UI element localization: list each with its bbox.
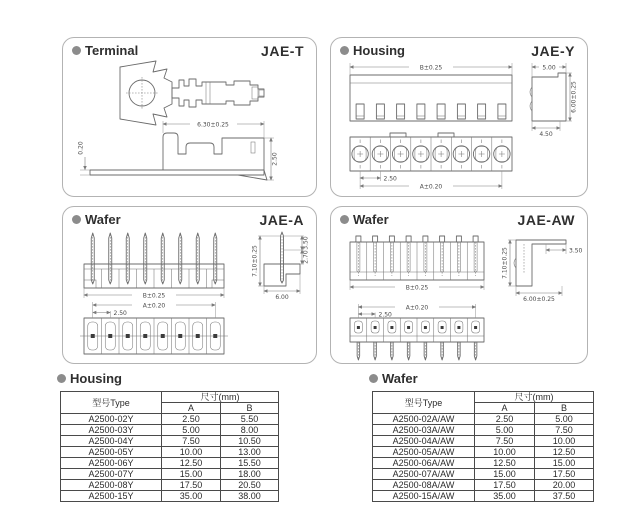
wafer-a-bottom-view [80, 318, 228, 354]
panel-wafer-aw-title [340, 212, 389, 227]
dim-label-length: 6.30±0.25 [197, 121, 229, 129]
panel-title-text: Housing [353, 43, 405, 58]
housing-drawing [336, 59, 582, 193]
cell-b: 17.50 [535, 469, 594, 480]
dim-label-height: 2.50 [271, 152, 279, 166]
wafer-col-size-header: 尺寸(mm) [475, 392, 594, 403]
housing-spec-table [60, 391, 279, 502]
table-row [61, 447, 279, 458]
table-row [61, 458, 279, 469]
panel-terminal-code: JAE-T [261, 43, 304, 59]
cell-a: 12.50 [162, 458, 221, 469]
dim-label-a: A±0.20 [419, 183, 443, 191]
table-row [61, 436, 279, 447]
wafer-col-type-header: 型号Type [373, 392, 475, 414]
cell-b: 38.00 [221, 491, 279, 502]
panel-housing-code: JAE-Y [531, 43, 575, 59]
cell-type: A2500-06Y [61, 458, 162, 469]
panel-wafer-aw [330, 206, 588, 364]
cell-type: A2500-08Y [61, 480, 162, 491]
table-row [61, 469, 279, 480]
table-row [61, 425, 279, 436]
dim-label-pitch: 2.50 [378, 311, 392, 319]
table-row [373, 414, 594, 425]
panel-wafer-a-title [72, 212, 121, 227]
housing-col-b-header: B [221, 403, 279, 414]
terminal-top-view [120, 61, 264, 125]
dim-label-b: B±0.25 [405, 284, 429, 292]
cell-b: 15.00 [535, 458, 594, 469]
bullet-icon [340, 215, 349, 224]
cell-b: 18.00 [221, 469, 279, 480]
dim-label-height: 7.10±0.25 [251, 245, 259, 277]
cell-type: A2500-04Y [61, 436, 162, 447]
housing-bottom-view [350, 133, 512, 171]
panel-title-text: Wafer [353, 212, 389, 227]
table-row [61, 480, 279, 491]
cell-a: 10.00 [475, 447, 535, 458]
panel-terminal [62, 37, 317, 197]
bullet-icon [57, 374, 66, 383]
cell-type: A2500-07A/AW [373, 469, 475, 480]
cell-b: 37.50 [535, 491, 594, 502]
cell-b: 5.00 [535, 414, 594, 425]
wafer-a-drawing [68, 228, 311, 362]
cell-type: A2500-05Y [61, 447, 162, 458]
cell-a: 17.50 [162, 480, 221, 491]
cell-b: 20.50 [221, 480, 279, 491]
bullet-icon [369, 374, 378, 383]
cell-type: A2500-02A/AW [373, 414, 475, 425]
cell-a: 35.00 [162, 491, 221, 502]
cell-a: 17.50 [475, 480, 535, 491]
table-row [61, 414, 279, 425]
cell-type: A2500-08A/AW [373, 480, 475, 491]
cell-a: 12.50 [475, 458, 535, 469]
cell-a: 2.50 [475, 414, 535, 425]
dim-label-thickness: 0.20 [77, 141, 85, 155]
dim-label-pitch: 2.50 [113, 310, 127, 317]
table-row [373, 458, 594, 469]
cell-a: 15.00 [475, 469, 535, 480]
panel-terminal-title [72, 43, 138, 58]
panel-housing-title [340, 43, 405, 58]
table-row [373, 480, 594, 491]
housing-side-view [530, 73, 566, 121]
cell-a: 35.00 [475, 491, 535, 502]
cell-type: A2500-06A/AW [373, 458, 475, 469]
cell-b: 15.50 [221, 458, 279, 469]
cell-type: A2500-03Y [61, 425, 162, 436]
cell-b: 10.50 [221, 436, 279, 447]
panel-housing [330, 37, 588, 197]
cell-b: 7.50 [535, 425, 594, 436]
cell-b: 10.00 [535, 436, 594, 447]
dim-label-side-top: 5.00 [542, 64, 556, 72]
cell-a: 5.00 [162, 425, 221, 436]
wafer-aw-dimensions [350, 240, 582, 319]
panel-wafer-a [62, 206, 317, 364]
cell-type: A2500-15Y [61, 491, 162, 502]
cell-b: 8.00 [221, 425, 279, 436]
dim-label-b: B±0.25 [419, 64, 443, 72]
bullet-icon [340, 46, 349, 55]
panel-wafer-aw-code: JAE-AW [517, 212, 575, 228]
cell-b: 13.00 [221, 447, 279, 458]
table-row [61, 491, 279, 502]
cell-a: 5.00 [475, 425, 535, 436]
table-row [373, 491, 594, 502]
housing-section-title: Housing [70, 371, 122, 386]
cell-a: 2.50 [162, 414, 221, 425]
dim-label-b: B±0.25 [142, 292, 166, 300]
cell-type: A2500-04A/AW [373, 436, 475, 447]
wafer-aw-bottom-view [350, 318, 484, 360]
wafer-col-b-header: B [535, 403, 594, 414]
cell-type: A2500-05A/AW [373, 447, 475, 458]
panel-title-text: Terminal [85, 43, 139, 58]
dim-label-side-bottom: 4.50 [539, 131, 553, 138]
wafer-section-header [369, 371, 418, 386]
cell-a: 10.00 [162, 447, 221, 458]
terminal-side-view [90, 133, 267, 180]
wafer-a-side-view [264, 232, 300, 286]
housing-col-size-header: 尺寸(mm) [162, 392, 279, 403]
panel-wafer-a-code: JAE-A [259, 212, 304, 228]
table-row [373, 425, 594, 436]
cell-b: 5.50 [221, 414, 279, 425]
housing-front-view [350, 75, 512, 121]
cell-a: 7.50 [162, 436, 221, 447]
housing-col-type-header: 型号Type [61, 392, 162, 414]
wafer-aw-side-view [514, 240, 566, 286]
cell-b: 12.50 [535, 447, 594, 458]
terminal-drawing [68, 59, 311, 193]
housing-col-a-header: A [162, 403, 221, 414]
cell-b: 20.00 [535, 480, 594, 491]
cell-type: A2500-03A/AW [373, 425, 475, 436]
dim-label-pin-mid: 2.70 [302, 250, 310, 264]
dim-label-a: A±0.20 [142, 302, 166, 310]
wafer-col-a-header: A [475, 403, 535, 414]
wafer-section-title: Wafer [382, 371, 418, 386]
bullet-icon [72, 46, 81, 55]
wafer-a-front-view [84, 233, 224, 288]
cell-type: A2500-07Y [61, 469, 162, 480]
wafer-spec-table [372, 391, 594, 502]
cell-a: 15.00 [162, 469, 221, 480]
table-row [373, 447, 594, 458]
housing-section-header [57, 371, 122, 386]
dim-label-pin: 3.50 [569, 247, 582, 255]
wafer-aw-drawing [336, 228, 582, 362]
cell-type: A2500-15A/AW [373, 491, 475, 502]
dim-label-a: A±0.20 [405, 304, 429, 312]
table-row [373, 469, 594, 480]
dim-label-height: 7.10±0.25 [501, 247, 509, 279]
wafer-aw-front-view [350, 236, 484, 280]
wafer-a-dimensions [84, 236, 310, 318]
dim-label-side-height: 6.00±0.25 [570, 81, 578, 113]
dim-label-pitch: 2.50 [383, 175, 397, 183]
dim-label-depth: 6.00 [275, 294, 289, 301]
dim-label-depth: 6.00±0.25 [523, 296, 555, 303]
dim-label-pin-top: 3.50 [302, 236, 310, 250]
bullet-icon [72, 215, 81, 224]
cell-a: 7.50 [475, 436, 535, 447]
cell-type: A2500-02Y [61, 414, 162, 425]
panel-title-text: Wafer [85, 212, 121, 227]
table-row [373, 436, 594, 447]
